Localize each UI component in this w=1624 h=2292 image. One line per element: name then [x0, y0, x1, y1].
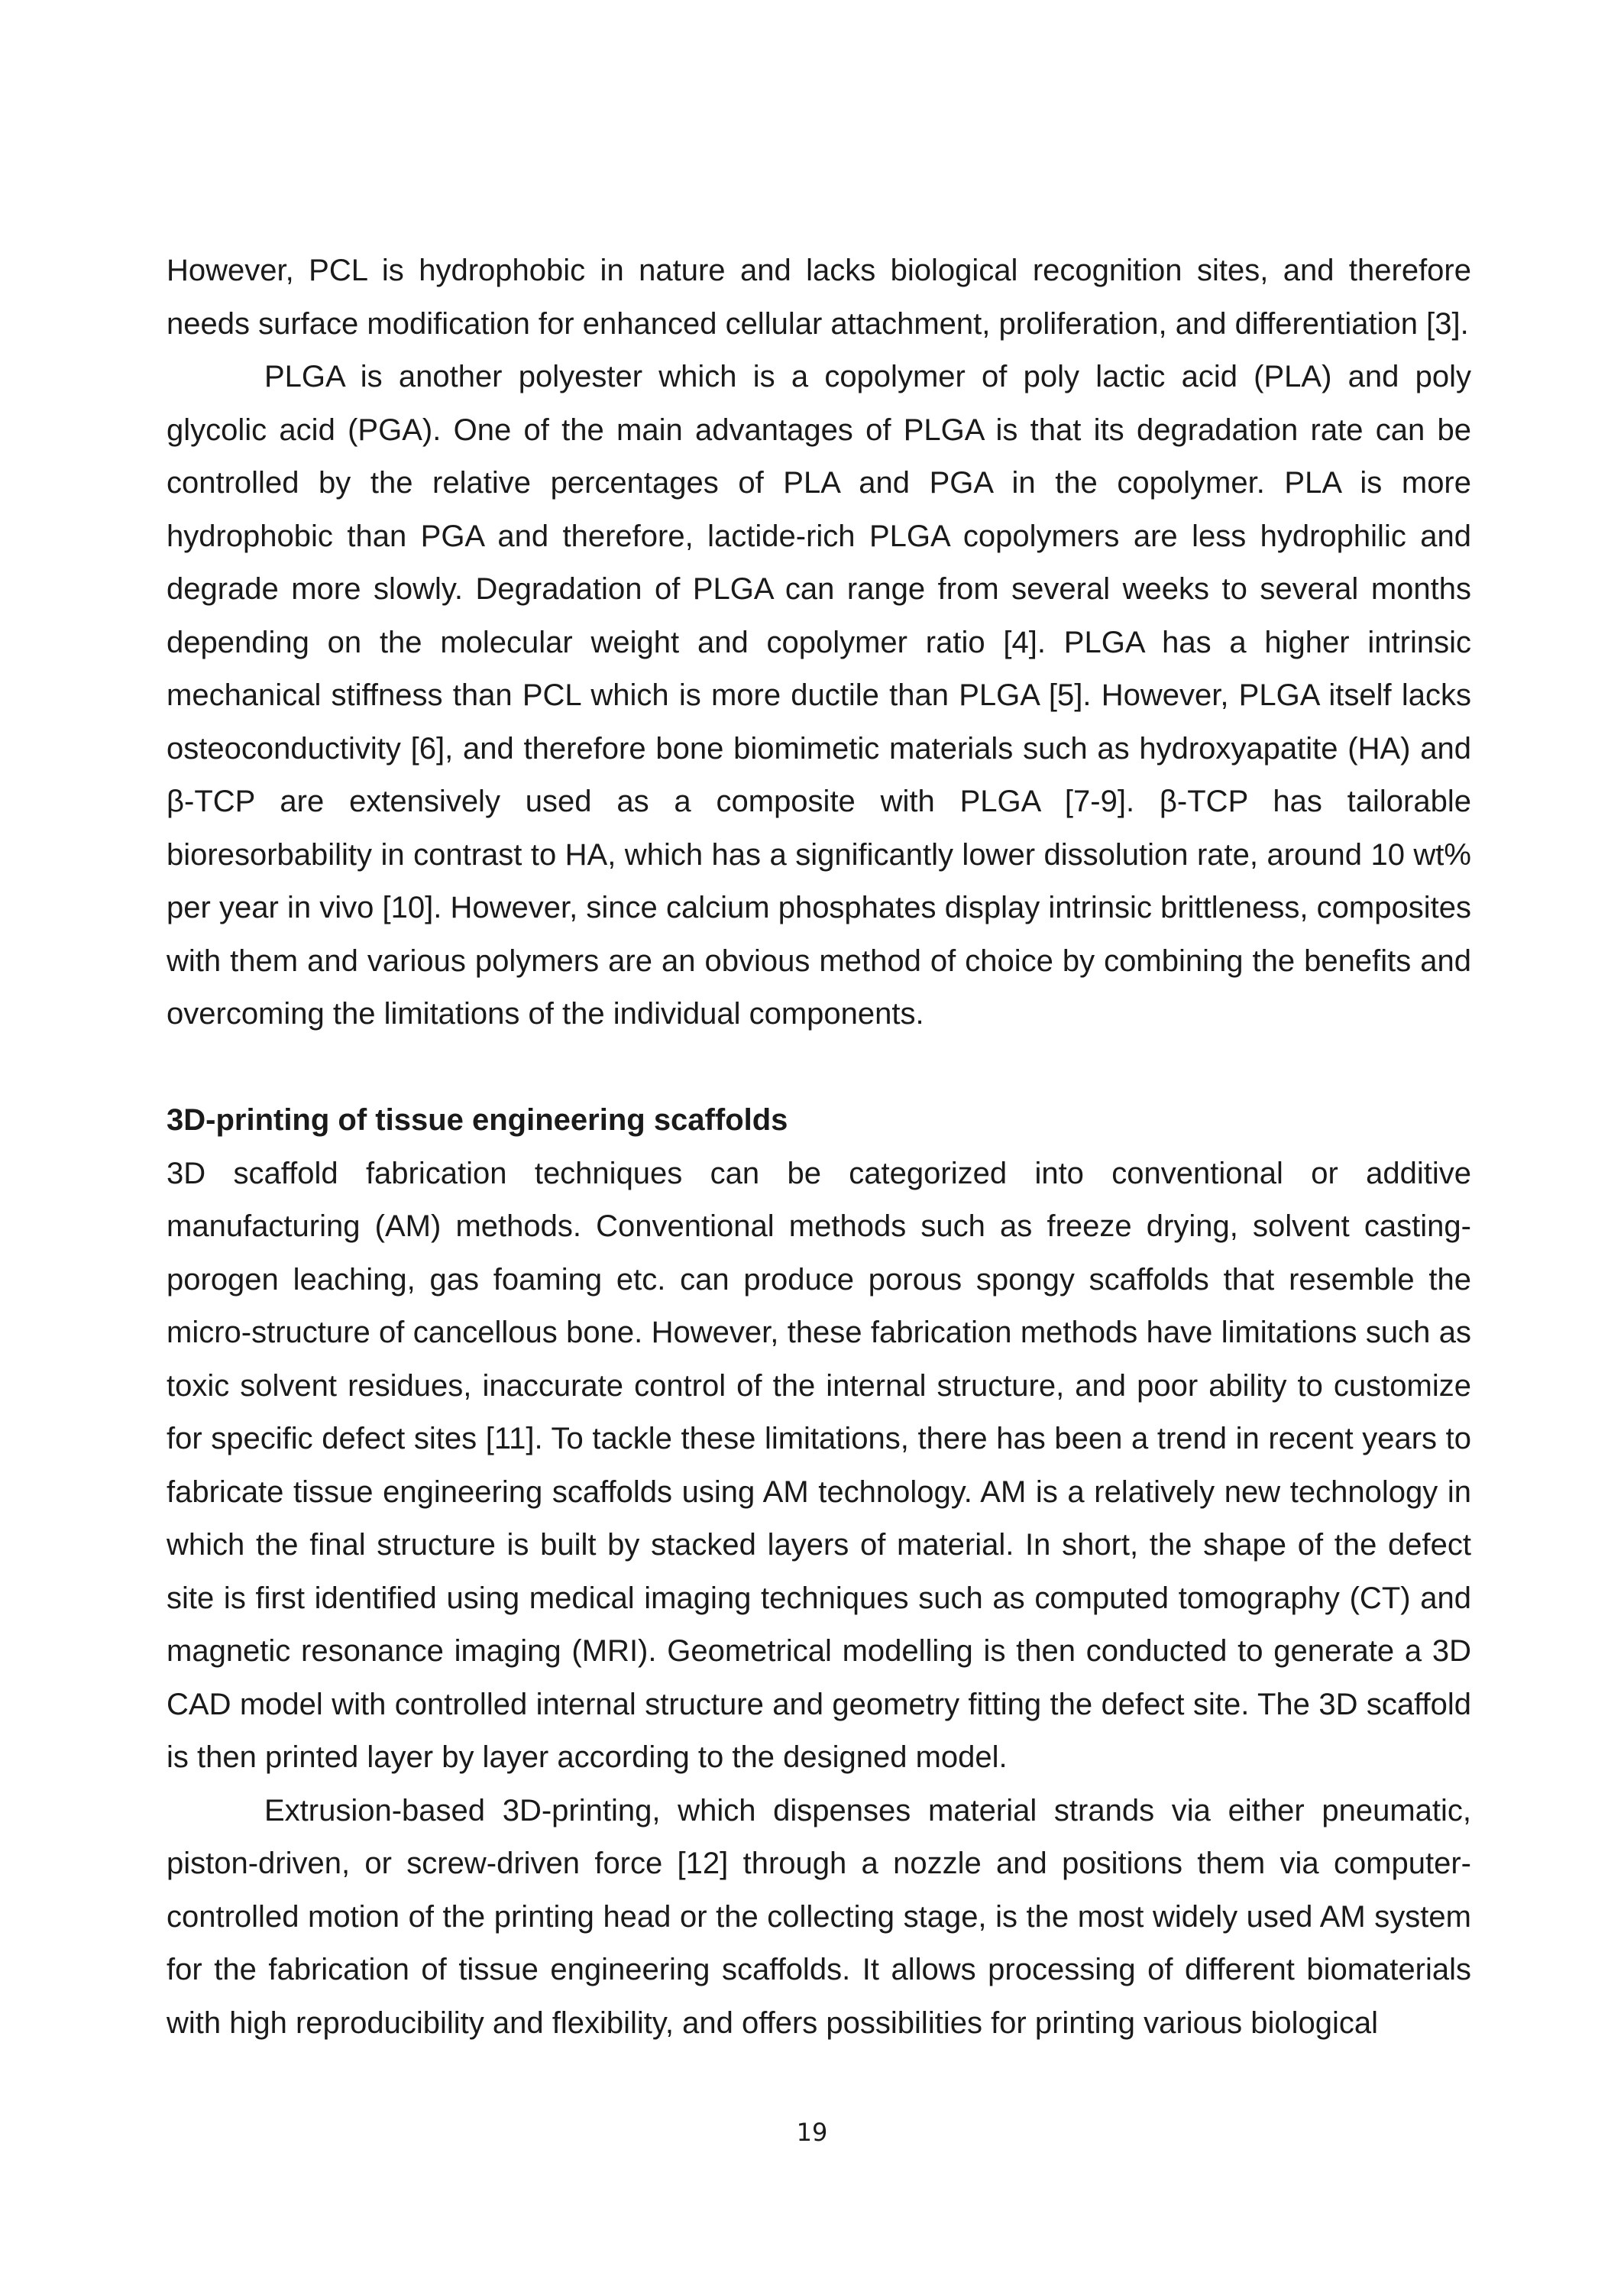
section-heading: 3D-printing of tissue engineering scaffolds: [167, 1103, 788, 1137]
paragraph-extrusion-printing: Extrusion-based 3D-printing, which dispenses material strands via either pneumatic, piston-driven, or screw-driven force [12] through a nozzle and positions them via computer-controlled motion of the printing head or the collecting stage, is the most widely used AM system for the fabrication of tissue engineering scaffolds. It allows processing of different biomaterials with high reproducibility and flexibility, and offers possibilities for printing various biological: [167, 1793, 1471, 2040]
paragraph-pcl-hydrophobic: However, PCL is hydrophobic in nature and lacks biological recognition sites, and therefore needs surface modification for enhanced cellular attachment, proliferation, and differentiation [3].: [167, 254, 1471, 341]
paragraph-scaffold-fabrication: 3D scaffold fabrication techniques can be categorized into conventional or additive manufacturing (AM) methods. Conventional methods such as freeze drying, solvent casting-porogen leaching, gas foaming etc. can produce porous spongy scaffolds that resemble the micro-structure of cancellous bone. However, these fabrication methods have limitations such as toxic solvent residues, inaccurate control of the internal structure, and poor ability to customize for specific defect sites [11]. To tackle these limitations, there has been a trend in recent years to fabricate tissue engineering scaffolds using AM technology. AM is a relatively new technology in which the final structure is built by stacked layers of material. In short, the shape of the defect site is first identified using medical imaging techniques such as computed tomography (CT) and magnetic resonance imaging (MRI). Geometrical modelling is then conducted to generate a 3D CAD model with controlled internal structure and geometry fitting the defect site. The 3D scaffold is then printed layer by layer according to the designed model.: [167, 1156, 1471, 1774]
page-number: 19: [796, 2118, 828, 2147]
body-text: [167, 244, 1471, 2050]
paragraph-plga: PLGA is another polyester which is a copolymer of poly lactic acid (PLA) and poly glycolic acid (PGA). One of the main advantages of PLGA is that its degradation rate can be controlled by the relative percentages of PLA and PGA in the copolymer. PLA is more hydrophobic than PGA and therefore, lactide-rich PLGA copolymers are less hydrophilic and degrade more slowly. Degradation of PLGA can range from several weeks to several months depending on the molecular weight and copolymer ratio [4]. PLGA has a higher intrinsic mechanical stiffness than PCL which is more ductile than PLGA [5]. However, PLGA itself lacks osteoconductivity [6], and therefore bone biomimetic materials such as hydroxyapatite (HA) and β-TCP are extensively used as a composite with PLGA [7-9]. β-TCP has tailorable bioresorbability in contrast to HA, which has a significantly lower dissolution rate, around 10 wt% per year in vivo [10]. However, since calcium phosphates display intrinsic brittleness, composites with them and various polymers are an obvious method of choice by combining the benefits and overcoming the limitations of the individual components.: [167, 360, 1471, 1031]
